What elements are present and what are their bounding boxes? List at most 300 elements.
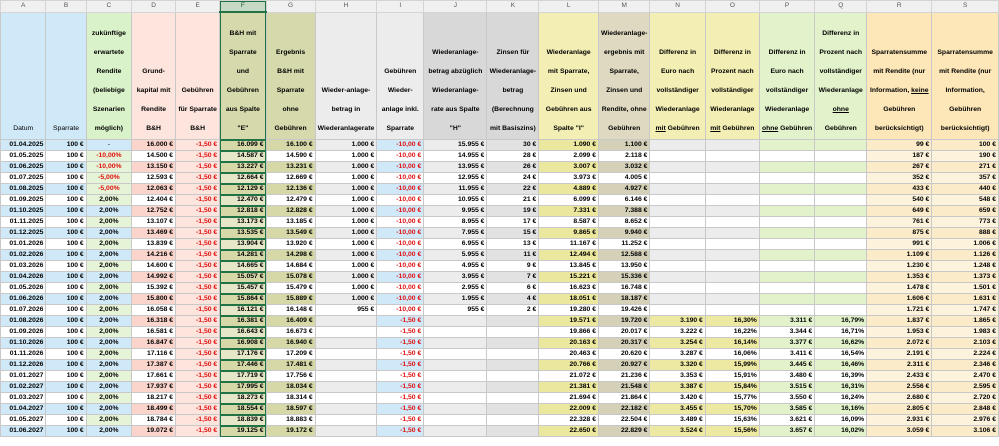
cell-j[interactable]: 2.955 € — [424, 283, 487, 294]
cell-p[interactable] — [759, 195, 814, 206]
cell-d[interactable]: 17.937 € — [132, 382, 176, 393]
cell-e[interactable]: -1,50 € — [176, 261, 220, 272]
cell-q[interactable] — [815, 250, 867, 261]
cell-n[interactable] — [650, 272, 705, 283]
cell-l[interactable]: 13.845 € — [539, 261, 599, 272]
cell-b[interactable]: 100 € — [46, 261, 86, 272]
cell-a[interactable]: 01.12.2026 — [1, 360, 46, 371]
header-c[interactable]: zukünftige erwartete Rendite (beliebige Szenarien möglich) — [86, 12, 131, 140]
cell-a[interactable]: 01.06.2026 — [1, 294, 46, 305]
cell-c[interactable]: 2,00% — [86, 338, 131, 349]
cell-f[interactable]: 13.227 € — [220, 162, 266, 173]
cell-a[interactable]: 01.04.2025 — [1, 140, 46, 151]
cell-l[interactable]: 1.090 € — [539, 140, 599, 151]
cell-s[interactable]: 3.106 € — [932, 426, 999, 437]
cell-q[interactable]: 16,79% — [815, 316, 867, 327]
cell-q[interactable] — [815, 195, 867, 206]
cell-n[interactable] — [650, 250, 705, 261]
cell-j[interactable] — [424, 327, 487, 338]
cell-s[interactable]: 1.006 € — [932, 239, 999, 250]
cell-n[interactable]: 3.320 € — [650, 360, 705, 371]
cell-c[interactable]: 2,00% — [86, 371, 131, 382]
cell-l[interactable]: 22.328 € — [539, 415, 599, 426]
cell-f[interactable]: 18.839 € — [220, 415, 266, 426]
cell-b[interactable]: 100 € — [46, 294, 86, 305]
cell-r[interactable]: 99 € — [867, 140, 932, 151]
cell-b[interactable]: 100 € — [46, 151, 86, 162]
cell-b[interactable]: 100 € — [46, 327, 86, 338]
cell-b[interactable]: 100 € — [46, 250, 86, 261]
cell-k[interactable]: 11 € — [487, 250, 539, 261]
cell-h[interactable]: 1.000 € — [315, 250, 377, 261]
cell-g[interactable]: 18.314 € — [266, 393, 315, 404]
cell-s[interactable]: 2.103 € — [932, 338, 999, 349]
cell-k[interactable] — [487, 371, 539, 382]
cell-m[interactable]: 11.252 € — [599, 239, 650, 250]
header-r[interactable]: Sparratensumme mit Rendite (nur Information, keine Gebühren berücksichtigt) — [867, 12, 932, 140]
cell-d[interactable]: 18.784 € — [132, 415, 176, 426]
cell-k[interactable] — [487, 382, 539, 393]
cell-f[interactable]: 16.121 € — [220, 305, 266, 316]
cell-f[interactable]: 18.273 € — [220, 393, 266, 404]
cell-c[interactable]: -5,00% — [86, 184, 131, 195]
cell-k[interactable]: 24 € — [487, 173, 539, 184]
cell-p[interactable]: 3.377 € — [759, 338, 814, 349]
cell-d[interactable]: 13.469 € — [132, 228, 176, 239]
cell-s[interactable]: 2.976 € — [932, 415, 999, 426]
header-g[interactable]: Ergebnis B&H mit Sparrate ohne Gebühren — [266, 12, 315, 140]
cell-d[interactable]: 16.847 € — [132, 338, 176, 349]
cell-p[interactable] — [759, 305, 814, 316]
cell-a[interactable]: 01.06.2025 — [1, 162, 46, 173]
cell-p[interactable] — [759, 206, 814, 217]
cell-p[interactable] — [759, 184, 814, 195]
column-header-d[interactable]: D — [132, 1, 176, 13]
header-e[interactable]: Gebühren für Sparrate B&H — [176, 12, 220, 140]
cell-j[interactable]: 9.955 € — [424, 206, 487, 217]
cell-l[interactable]: 20.766 € — [539, 360, 599, 371]
cell-r[interactable]: 875 € — [867, 228, 932, 239]
cell-f[interactable]: 12.129 € — [220, 184, 266, 195]
cell-p[interactable] — [759, 283, 814, 294]
column-header-b[interactable]: B — [46, 1, 86, 13]
cell-l[interactable]: 7.331 € — [539, 206, 599, 217]
cell-f[interactable]: 12.470 € — [220, 195, 266, 206]
cell-g[interactable]: 13.185 € — [266, 217, 315, 228]
cell-e[interactable]: -1,50 € — [176, 239, 220, 250]
cell-g[interactable]: 19.172 € — [266, 426, 315, 437]
cell-a[interactable]: 01.01.2027 — [1, 371, 46, 382]
cell-r[interactable]: 1.353 € — [867, 272, 932, 283]
cell-s[interactable]: 2.595 € — [932, 382, 999, 393]
cell-q[interactable] — [815, 162, 867, 173]
cell-k[interactable] — [487, 316, 539, 327]
cell-n[interactable] — [650, 195, 705, 206]
cell-k[interactable]: 19 € — [487, 206, 539, 217]
cell-b[interactable]: 100 € — [46, 415, 86, 426]
cell-e[interactable]: -1,50 € — [176, 162, 220, 173]
cell-d[interactable]: 16.318 € — [132, 316, 176, 327]
cell-s[interactable]: 2.224 € — [932, 349, 999, 360]
cell-i[interactable]: -10,00 € — [377, 239, 424, 250]
cell-l[interactable]: 15.221 € — [539, 272, 599, 283]
cell-e[interactable]: -1,50 € — [176, 228, 220, 239]
cell-d[interactable]: 13.107 € — [132, 217, 176, 228]
cell-i[interactable]: -10,00 € — [377, 272, 424, 283]
cell-o[interactable] — [705, 173, 759, 184]
cell-q[interactable]: 16,39% — [815, 371, 867, 382]
column-header-h[interactable]: H — [315, 1, 377, 13]
cell-h[interactable] — [315, 393, 377, 404]
cell-q[interactable] — [815, 228, 867, 239]
cell-n[interactable] — [650, 228, 705, 239]
cell-f[interactable]: 15.457 € — [220, 283, 266, 294]
column-header-g[interactable]: G — [266, 1, 315, 13]
cell-b[interactable]: 100 € — [46, 184, 86, 195]
cell-o[interactable]: 16,14% — [705, 338, 759, 349]
column-header-n[interactable]: N — [650, 1, 705, 13]
cell-d[interactable]: 12.404 € — [132, 195, 176, 206]
cell-b[interactable]: 100 € — [46, 239, 86, 250]
cell-r[interactable]: 1.953 € — [867, 327, 932, 338]
cell-q[interactable]: 16,54% — [815, 349, 867, 360]
cell-p[interactable]: 3.585 € — [759, 404, 814, 415]
cell-m[interactable]: 22.182 € — [599, 404, 650, 415]
cell-j[interactable] — [424, 371, 487, 382]
cell-e[interactable]: -1,50 € — [176, 382, 220, 393]
cell-k[interactable] — [487, 415, 539, 426]
cell-a[interactable]: 01.04.2027 — [1, 404, 46, 415]
cell-a[interactable]: 01.10.2025 — [1, 206, 46, 217]
cell-f[interactable]: 16.643 € — [220, 327, 266, 338]
cell-o[interactable] — [705, 195, 759, 206]
header-l[interactable]: Wiederanlage mit Sparrate, Zinsen und Gebühren aus Spalte "I" — [539, 12, 599, 140]
cell-d[interactable]: 13.839 € — [132, 239, 176, 250]
cell-a[interactable]: 01.02.2026 — [1, 250, 46, 261]
cell-j[interactable] — [424, 316, 487, 327]
cell-e[interactable]: -1,50 € — [176, 338, 220, 349]
cell-q[interactable] — [815, 173, 867, 184]
column-header-s[interactable]: S — [932, 1, 999, 13]
cell-h[interactable] — [315, 327, 377, 338]
cell-n[interactable]: 3.420 € — [650, 393, 705, 404]
cell-b[interactable]: 100 € — [46, 140, 86, 151]
cell-f[interactable]: 18.554 € — [220, 404, 266, 415]
column-header-p[interactable]: P — [759, 1, 814, 13]
cell-p[interactable] — [759, 239, 814, 250]
cell-p[interactable] — [759, 272, 814, 283]
cell-k[interactable]: 22 € — [487, 184, 539, 195]
cell-c[interactable]: 2,00% — [86, 195, 131, 206]
cell-h[interactable]: 1.000 € — [315, 162, 377, 173]
cell-o[interactable]: 15,99% — [705, 360, 759, 371]
cell-b[interactable]: 100 € — [46, 393, 86, 404]
cell-q[interactable] — [815, 151, 867, 162]
cell-f[interactable]: 19.125 € — [220, 426, 266, 437]
cell-k[interactable]: 2 € — [487, 305, 539, 316]
cell-r[interactable]: 433 € — [867, 184, 932, 195]
cell-s[interactable]: 2.470 € — [932, 371, 999, 382]
header-j[interactable]: Wiederanlage-betrag abzüglich Wiederanlage-rate aus Spalte "H" — [424, 12, 487, 140]
cell-m[interactable]: 21.864 € — [599, 393, 650, 404]
cell-l[interactable]: 22.650 € — [539, 426, 599, 437]
cell-i[interactable]: -10,00 € — [377, 184, 424, 195]
cell-l[interactable]: 19.571 € — [539, 316, 599, 327]
cell-s[interactable]: 2.346 € — [932, 360, 999, 371]
cell-e[interactable]: -1,50 € — [176, 294, 220, 305]
cell-r[interactable]: 3.059 € — [867, 426, 932, 437]
cell-h[interactable] — [315, 338, 377, 349]
cell-r[interactable]: 1.837 € — [867, 316, 932, 327]
cell-g[interactable]: 12.479 € — [266, 195, 315, 206]
cell-p[interactable]: 3.480 € — [759, 371, 814, 382]
cell-d[interactable]: 16.581 € — [132, 327, 176, 338]
cell-j[interactable]: 14.955 € — [424, 151, 487, 162]
cell-s[interactable]: 1.248 € — [932, 261, 999, 272]
cell-b[interactable]: 100 € — [46, 228, 86, 239]
cell-j[interactable]: 12.955 € — [424, 173, 487, 184]
cell-h[interactable]: 1.000 € — [315, 195, 377, 206]
cell-i[interactable]: -10,00 € — [377, 206, 424, 217]
cell-h[interactable]: 1.000 € — [315, 184, 377, 195]
cell-n[interactable] — [650, 294, 705, 305]
cell-s[interactable]: 1.865 € — [932, 316, 999, 327]
column-header-r[interactable]: R — [867, 1, 932, 13]
cell-j[interactable]: 11.955 € — [424, 184, 487, 195]
cell-i[interactable]: -10,00 € — [377, 261, 424, 272]
cell-j[interactable]: 8.955 € — [424, 217, 487, 228]
cell-h[interactable]: 955 € — [315, 305, 377, 316]
column-header-k[interactable]: K — [487, 1, 539, 13]
cell-q[interactable] — [815, 294, 867, 305]
cell-r[interactable]: 1.478 € — [867, 283, 932, 294]
cell-o[interactable]: 15,56% — [705, 426, 759, 437]
cell-b[interactable]: 100 € — [46, 283, 86, 294]
cell-a[interactable]: 01.07.2025 — [1, 173, 46, 184]
cell-i[interactable]: -1,50 € — [377, 404, 424, 415]
cell-d[interactable]: 17.116 € — [132, 349, 176, 360]
cell-a[interactable]: 01.05.2025 — [1, 151, 46, 162]
cell-c[interactable]: 2,00% — [86, 382, 131, 393]
cell-c[interactable]: 2,00% — [86, 393, 131, 404]
cell-q[interactable] — [815, 140, 867, 151]
cell-h[interactable]: 1.000 € — [315, 217, 377, 228]
cell-p[interactable]: 3.621 € — [759, 415, 814, 426]
cell-o[interactable] — [705, 261, 759, 272]
header-s[interactable]: Sparratensumme mit Rendite (nur Information, Gebühren berücksichtigt) — [932, 12, 999, 140]
header-i[interactable]: Gebühren Wieder-anlage inkl. Sparrate — [377, 12, 424, 140]
cell-h[interactable] — [315, 404, 377, 415]
cell-m[interactable]: 16.748 € — [599, 283, 650, 294]
cell-l[interactable]: 3.973 € — [539, 173, 599, 184]
cell-j[interactable]: 7.955 € — [424, 228, 487, 239]
cell-k[interactable]: 21 € — [487, 195, 539, 206]
cell-f[interactable]: 12.818 € — [220, 206, 266, 217]
cell-h[interactable]: 1.000 € — [315, 239, 377, 250]
cell-p[interactable] — [759, 294, 814, 305]
cell-e[interactable]: -1,50 € — [176, 140, 220, 151]
cell-o[interactable] — [705, 294, 759, 305]
cell-h[interactable] — [315, 371, 377, 382]
cell-n[interactable]: 3.222 € — [650, 327, 705, 338]
cell-j[interactable]: 15.955 € — [424, 140, 487, 151]
cell-g[interactable]: 13.920 € — [266, 239, 315, 250]
cell-a[interactable]: 01.07.2026 — [1, 305, 46, 316]
cell-o[interactable] — [705, 184, 759, 195]
cell-p[interactable] — [759, 217, 814, 228]
header-n[interactable]: Differenz in Euro nach vollständiger Wiederanlage mit Gebühren — [650, 12, 705, 140]
cell-k[interactable] — [487, 360, 539, 371]
cell-a[interactable]: 01.08.2025 — [1, 184, 46, 195]
cell-q[interactable] — [815, 239, 867, 250]
cell-k[interactable]: 4 € — [487, 294, 539, 305]
column-header-m[interactable]: M — [599, 1, 650, 13]
cell-a[interactable]: 01.04.2026 — [1, 272, 46, 283]
cell-q[interactable]: 16,46% — [815, 360, 867, 371]
cell-n[interactable]: 3.190 € — [650, 316, 705, 327]
cell-o[interactable]: 15,70% — [705, 404, 759, 415]
cell-l[interactable]: 9.865 € — [539, 228, 599, 239]
cell-m[interactable]: 21.548 € — [599, 382, 650, 393]
cell-m[interactable]: 22.829 € — [599, 426, 650, 437]
cell-g[interactable]: 14.684 € — [266, 261, 315, 272]
cell-j[interactable] — [424, 393, 487, 404]
cell-c[interactable]: 2,00% — [86, 228, 131, 239]
cell-j[interactable]: 4.955 € — [424, 261, 487, 272]
cell-g[interactable]: 17.209 € — [266, 349, 315, 360]
cell-f[interactable]: 17.446 € — [220, 360, 266, 371]
cell-i[interactable]: -10,00 € — [377, 283, 424, 294]
cell-q[interactable]: 16,31% — [815, 382, 867, 393]
cell-r[interactable]: 2.191 € — [867, 349, 932, 360]
cell-d[interactable]: 14.500 € — [132, 151, 176, 162]
cell-f[interactable]: 14.587 € — [220, 151, 266, 162]
cell-d[interactable]: 14.992 € — [132, 272, 176, 283]
cell-q[interactable] — [815, 272, 867, 283]
cell-e[interactable]: -1,50 € — [176, 316, 220, 327]
cell-j[interactable] — [424, 404, 487, 415]
cell-r[interactable]: 1.230 € — [867, 261, 932, 272]
cell-o[interactable] — [705, 140, 759, 151]
cell-n[interactable] — [650, 239, 705, 250]
cell-c[interactable]: 2,00% — [86, 250, 131, 261]
cell-m[interactable]: 22.504 € — [599, 415, 650, 426]
cell-p[interactable]: 3.515 € — [759, 382, 814, 393]
cell-i[interactable]: -10,00 € — [377, 195, 424, 206]
cell-c[interactable]: -10,00% — [86, 162, 131, 173]
cell-e[interactable]: -1,50 € — [176, 195, 220, 206]
cell-k[interactable]: 13 € — [487, 239, 539, 250]
cell-j[interactable] — [424, 426, 487, 437]
cell-o[interactable] — [705, 151, 759, 162]
cell-s[interactable]: 2.720 € — [932, 393, 999, 404]
cell-o[interactable] — [705, 206, 759, 217]
cell-o[interactable] — [705, 162, 759, 173]
cell-g[interactable]: 14.590 € — [266, 151, 315, 162]
cell-n[interactable]: 3.455 € — [650, 404, 705, 415]
header-q[interactable]: Differenz in Prozent nach vollständiger Wiederanlage ohne Gebühren — [815, 12, 867, 140]
cell-o[interactable] — [705, 239, 759, 250]
cell-e[interactable]: -1,50 € — [176, 184, 220, 195]
cell-f[interactable]: 17.176 € — [220, 349, 266, 360]
cell-h[interactable] — [315, 360, 377, 371]
cell-c[interactable]: 2,00% — [86, 415, 131, 426]
cell-k[interactable] — [487, 426, 539, 437]
cell-h[interactable]: 1.000 € — [315, 228, 377, 239]
cell-l[interactable]: 19.280 € — [539, 305, 599, 316]
cell-n[interactable]: 3.489 € — [650, 415, 705, 426]
cell-e[interactable]: -1,50 € — [176, 404, 220, 415]
cell-j[interactable]: 6.955 € — [424, 239, 487, 250]
cell-e[interactable]: -1,50 € — [176, 305, 220, 316]
cell-p[interactable] — [759, 228, 814, 239]
cell-o[interactable] — [705, 250, 759, 261]
cell-a[interactable]: 01.11.2025 — [1, 217, 46, 228]
cell-i[interactable]: -1,50 € — [377, 426, 424, 437]
cell-s[interactable]: 1.501 € — [932, 283, 999, 294]
cell-a[interactable]: 01.01.2026 — [1, 239, 46, 250]
cell-j[interactable]: 13.955 € — [424, 162, 487, 173]
cell-n[interactable]: 3.524 € — [650, 426, 705, 437]
cell-n[interactable] — [650, 173, 705, 184]
cell-g[interactable]: 14.298 € — [266, 250, 315, 261]
cell-a[interactable]: 01.11.2026 — [1, 349, 46, 360]
cell-g[interactable]: 12.828 € — [266, 206, 315, 217]
cell-m[interactable]: 20.927 € — [599, 360, 650, 371]
cell-m[interactable]: 4.005 € — [599, 173, 650, 184]
cell-m[interactable]: 20.317 € — [599, 338, 650, 349]
cell-d[interactable]: 15.800 € — [132, 294, 176, 305]
cell-l[interactable]: 4.889 € — [539, 184, 599, 195]
cell-e[interactable]: -1,50 € — [176, 393, 220, 404]
cell-g[interactable]: 15.889 € — [266, 294, 315, 305]
cell-o[interactable]: 15,84% — [705, 382, 759, 393]
cell-b[interactable]: 100 € — [46, 371, 86, 382]
cell-l[interactable]: 19.866 € — [539, 327, 599, 338]
cell-e[interactable]: -1,50 € — [176, 206, 220, 217]
cell-o[interactable]: 16,22% — [705, 327, 759, 338]
cell-d[interactable]: 17.387 € — [132, 360, 176, 371]
cell-s[interactable]: 773 € — [932, 217, 999, 228]
cell-m[interactable]: 9.940 € — [599, 228, 650, 239]
cell-c[interactable]: 2,00% — [86, 294, 131, 305]
cell-c[interactable]: 2,00% — [86, 261, 131, 272]
cell-e[interactable]: -1,50 € — [176, 217, 220, 228]
cell-d[interactable]: 16.058 € — [132, 305, 176, 316]
cell-b[interactable]: 100 € — [46, 195, 86, 206]
cell-r[interactable]: 540 € — [867, 195, 932, 206]
cell-g[interactable]: 17.756 € — [266, 371, 315, 382]
cell-p[interactable]: 3.657 € — [759, 426, 814, 437]
cell-j[interactable] — [424, 360, 487, 371]
cell-s[interactable]: 1.126 € — [932, 250, 999, 261]
cell-i[interactable]: -10,00 € — [377, 228, 424, 239]
cell-i[interactable]: -1,50 € — [377, 316, 424, 327]
cell-r[interactable]: 2.556 € — [867, 382, 932, 393]
cell-l[interactable]: 21.381 € — [539, 382, 599, 393]
cell-b[interactable]: 100 € — [46, 338, 86, 349]
cell-p[interactable]: 3.411 € — [759, 349, 814, 360]
cell-b[interactable]: 100 € — [46, 349, 86, 360]
cell-r[interactable]: 352 € — [867, 173, 932, 184]
cell-k[interactable]: 28 € — [487, 151, 539, 162]
cell-g[interactable]: 18.034 € — [266, 382, 315, 393]
cell-p[interactable]: 3.344 € — [759, 327, 814, 338]
cell-e[interactable]: -1,50 € — [176, 360, 220, 371]
cell-c[interactable]: 2,00% — [86, 283, 131, 294]
cell-r[interactable]: 267 € — [867, 162, 932, 173]
cell-i[interactable]: -1,50 € — [377, 338, 424, 349]
